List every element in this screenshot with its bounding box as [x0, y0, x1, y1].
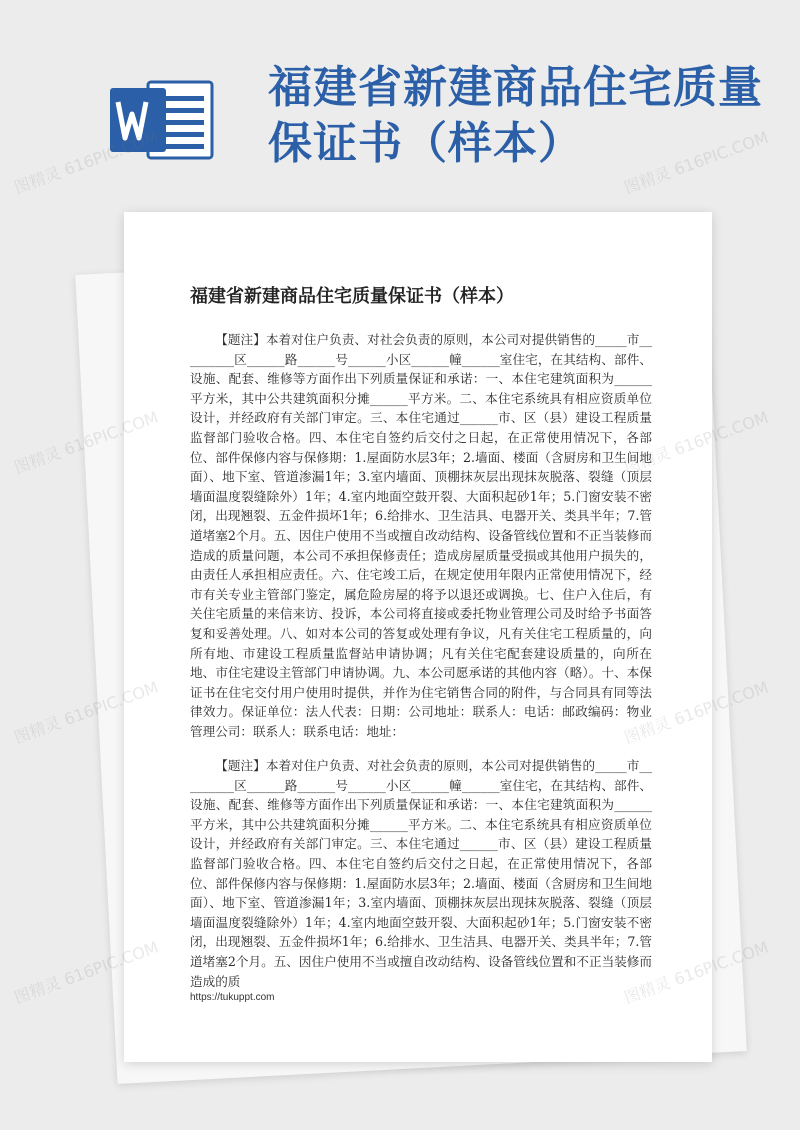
watermark: 616PIC.COM	[671, 407, 771, 460]
document-paragraph: 【题注】本着对住户负责、对社会负责的原则，本公司对提供销售的_____市_________区______路______号______小区______幢______室住宅，在其结构、部件、设施、配套、维修等方面作出下列质量保证和承诺：一、本住宅建筑面积为______平方米，其中公共建筑面积分摊______平方米。二、本住宅系统具有相应资质单位设计，并经政府有关部门审定。三、本住宅通过______市、区（县）建设工程质量监督部门验收合格。四、本住宅自签约后交付之日起，在正常使用情况下，各部位、部件保修内容与保修期：1.屋面防水层3年；2.墙面、楼面（含厨房和卫生间地面）、地下室、管道渗漏1年；3.室内墙面、顶棚抹灰层出现抹灰脱落、裂缝（顶层墙面温度裂缝除外）1年；4.室内地面空鼓开裂、大面积起砂1年；5.门窗安装不密闭，出现翘裂、五金件损坏1年；6.给排水、卫生洁具、电器开关、类具半年；7.管道堵塞2个月。五、因住户使用不当或擅自改动结构、设备管线位置和不正当装修而造成的质	[190, 758, 652, 989]
watermark: 图精灵 616PIC.COM	[11, 937, 161, 1008]
document-paragraph: 【题注】本着对住户负责、对社会负责的原则，本公司对提供销售的_____市_________区______路______号______小区______幢______室住宅，在其结构、部件、设施、配套、维修等方面作出下列质量保证和承诺：一、本住宅建筑面积为______平方米，其中公共建筑面积分摊______平方米。二、本住宅系统具有相应资质单位设计，并经政府有关部门审定。三、本住宅通过______市、区（县）建设工程质量监督部门验收合格。四、本住宅自签约后交付之日起，在正常使用情况下，各部位、部件保修内容与保修期：1.屋面防水层3年；2.墙面、楼面（含厨房和卫生间地面）、地下室、管道渗漏1年；3.室内墙面、顶棚抹灰层出现抹灰脱落、裂缝（顶层墙面温度裂缝除外）1年；4.室内地面空鼓开裂、大面积起砂1年；5.门窗安装不密闭，出现翘裂、五金件损坏1年；6.给排水、卫生洁具、电器开关、类具半年；7.管道堵塞2个月。五、因住户使用不当或擅自改动结构、设备管线位置和不正当装修而造成的质量问题，本公司不承担保修责任；造成房屋质量受损或其他用户损失的，由责任人承担相应责任。六、住宅竣工后，在规定使用年限内正常使用情况下，经市有关专业主管部门鉴定，属危险房屋的将予以退还或调换。七、住户入住后，有关住宅质量的来信来访、投诉，本公司将直接或委托物业管理公司及时给予书面答复和妥善处理。八、如对本公司的答复或处理有争议，凡有关住宅工程质量的，向所有地、市建设工程质量监督站申请协调；凡有关住宅配套建设质量的，向所在地、市住宅建设主管部门申请协调。九、本公司愿承诺的其他内容（略）。十、本保证书在住宅交付用户使用时提供，并作为住宅销售合同的附件，与合同具有同等法律效力。保证单位：法人代表：日期：公司地址：联系人：电话：邮政编码：物业管理公司：联系人：联系电话：地址：	[190, 332, 652, 739]
document-page	[124, 212, 712, 1062]
header	[0, 0, 800, 200]
header-title: 福建省新建商品住宅质量保证书（样本）	[268, 62, 763, 169]
watermark: 图精灵 616PIC.COM	[621, 127, 771, 198]
source-url: https://tukuppt.com	[190, 992, 275, 1003]
word-document-icon	[108, 78, 216, 162]
document-title: 福建省新建商品住宅质量保证书（样本）	[190, 286, 514, 307]
watermark: 图精灵	[11, 443, 64, 478]
watermark: 图精灵 616PIC.COM	[11, 127, 161, 198]
watermark: 图精灵 616PIC.COM	[11, 677, 161, 748]
